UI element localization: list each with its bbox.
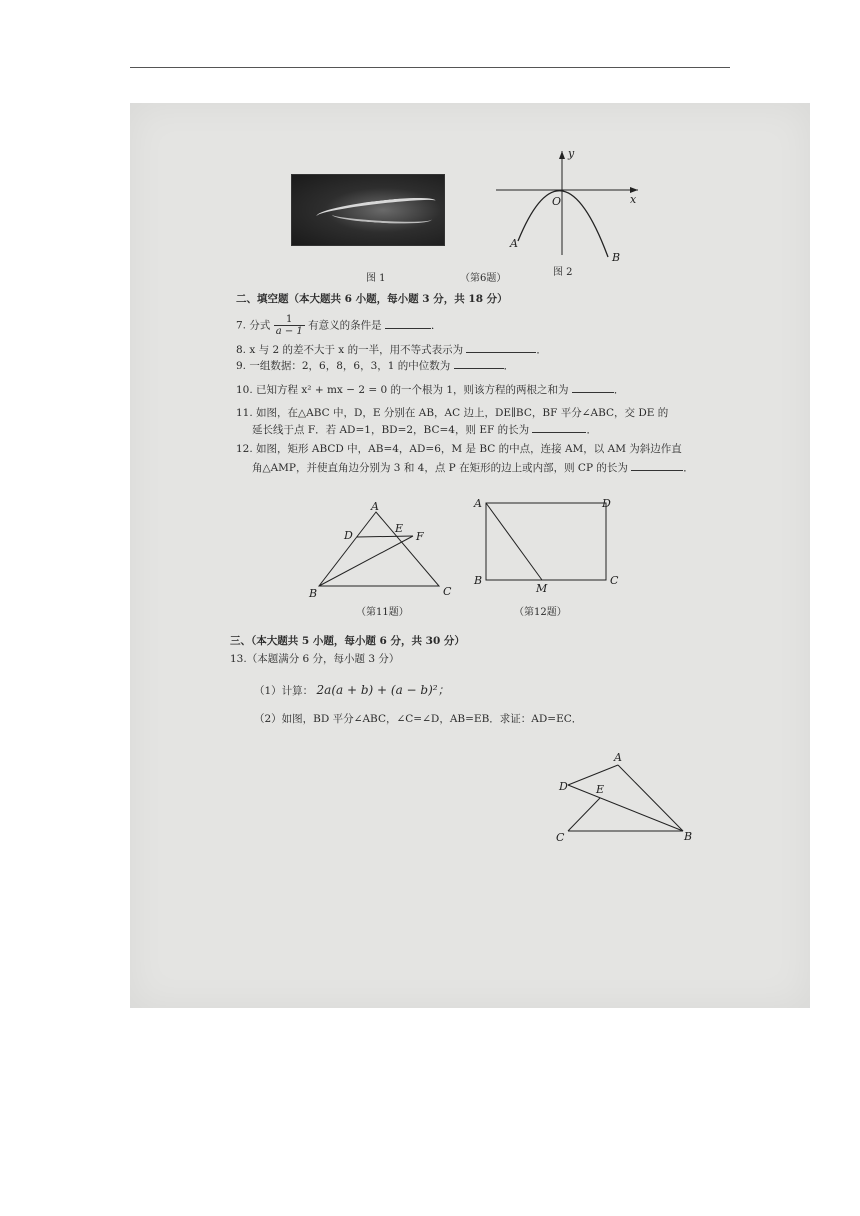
figure-13-triangles	[548, 748, 698, 848]
question-10: 10. 已知方程 x² + mx − 2 = 0 的一个根为 1，则该方程的两根之和为 ．	[236, 384, 625, 396]
fig13-label-e: E	[596, 783, 605, 796]
fig12-label-a: A	[474, 497, 482, 510]
fig11-label-c: C	[443, 585, 452, 598]
figure-6-caption: （第6题）	[460, 273, 507, 284]
fig11-label-f: F	[416, 530, 424, 543]
q9-text: 9. 一组数据：2，6，8，6，3，1 的中位数为	[236, 360, 451, 372]
q13-part1-expression: 2a(a + b) + (a − b)²；	[316, 683, 450, 697]
section-3-heading: 三、（本大题共 5 小题，每小题 6 分，共 30 分）	[230, 635, 465, 647]
fig11-label-e: E	[395, 522, 404, 535]
fig11-label-d: D	[344, 529, 353, 542]
fig13-label-a: A	[614, 751, 622, 764]
parabola-point-b: B	[612, 251, 621, 264]
q7-numerator: 1	[274, 314, 305, 326]
q8-answer-blank[interactable]	[466, 342, 536, 353]
fig13-label-c: C	[556, 831, 565, 844]
q7-prefix: 7. 分式	[236, 319, 271, 332]
q9-answer-blank[interactable]	[454, 358, 504, 369]
figure-2-parabola	[490, 143, 650, 268]
q7-fraction	[274, 314, 305, 337]
question-7: 7. 分式 $\frac{1}{a - 1}$ 有意义的条件是 ．	[236, 314, 442, 337]
q11-answer-blank[interactable]	[532, 422, 586, 433]
question-12-line-1: 12. 如图，矩形 ABCD 中，AB=4，AD=6，M 是 BC 的中点，连接 AM，以 AM 为斜边作直	[236, 443, 682, 455]
question-9: 9. 一组数据：2，6，8，6，3，1 的中位数为 ．	[236, 360, 515, 372]
q12-answer-blank[interactable]	[631, 460, 683, 471]
q7-suffix: 有意义的条件是	[308, 319, 382, 332]
header-rule	[130, 67, 730, 68]
section-2-heading: 二、填空题（本大题共 6 小题，每小题 3 分，共 18 分）	[236, 293, 508, 305]
origin-label: O	[552, 195, 562, 208]
question-11-line-1: 11. 如图，在△ABC 中，D，E 分别在 AB，AC 边上，DE∥BC，BF 平分∠ABC，交 DE 的	[236, 407, 669, 419]
fig12-label-d: D	[602, 497, 611, 510]
scanned-page	[130, 103, 810, 1008]
question-8: 8. x 与 2 的差不大于 x 的一半，用不等式表示为 ．	[236, 344, 547, 356]
q8-text: 8. x 与 2 的差不大于 x 的一半，用不等式表示为	[236, 344, 464, 356]
q12-text: 角△AMP，并使直角边分别为 3 和 4，点 P 在矩形的边上或内部，则 CP 的长为	[252, 462, 628, 474]
question-12-line-2: 角△AMP，并使直角边分别为 3 和 4，点 P 在矩形的边上或内部，则 CP 的长为 ．	[252, 462, 694, 474]
figure-1-caption: 图 1	[366, 273, 386, 284]
q7-answer-blank[interactable]	[385, 318, 431, 329]
question-13-heading: 13.（本题满分 6 分，每小题 3 分）	[230, 653, 400, 665]
axis-x-label: x	[630, 193, 637, 206]
q10-text: 10. 已知方程 x² + mx − 2 = 0 的一个根为 1，则该方程的两根之和为	[236, 384, 569, 396]
fig12-label-c: C	[610, 574, 619, 587]
fig12-label-b: B	[474, 574, 483, 587]
figure-12-rectangle	[470, 493, 630, 598]
question-13-part-2: （2）如图，BD 平分∠ABC，∠C=∠D，AB=EB．求证：AD=EC．	[254, 713, 583, 725]
figure-1-photo	[291, 174, 445, 246]
q13-part1-label: （1）计算：	[254, 685, 314, 697]
figure-11-caption: （第11题）	[356, 607, 409, 618]
q10-answer-blank[interactable]	[572, 382, 614, 393]
question-11-line-2: 延长线于点 F．若 AD=1，BD=2，BC=4，则 EF 的长为 ．	[252, 424, 597, 436]
q7-denominator: a − 1	[275, 326, 303, 337]
fig12-label-m: M	[536, 582, 548, 595]
fig13-label-b: B	[684, 830, 693, 843]
fig11-label-a: A	[371, 500, 379, 513]
fig13-label-d: D	[559, 780, 568, 793]
parabola-point-a: A	[510, 237, 518, 250]
question-13-part-1	[254, 683, 450, 698]
figure-12-caption: （第12题）	[514, 607, 567, 618]
axis-y-label: y	[568, 147, 575, 160]
fig11-label-b: B	[309, 587, 318, 598]
figure-11-triangle	[305, 498, 465, 598]
figure-2-caption: 图 2	[553, 267, 573, 278]
q11-text: 延长线于点 F．若 AD=1，BD=2，BC=4，则 EF 的长为	[252, 424, 530, 436]
